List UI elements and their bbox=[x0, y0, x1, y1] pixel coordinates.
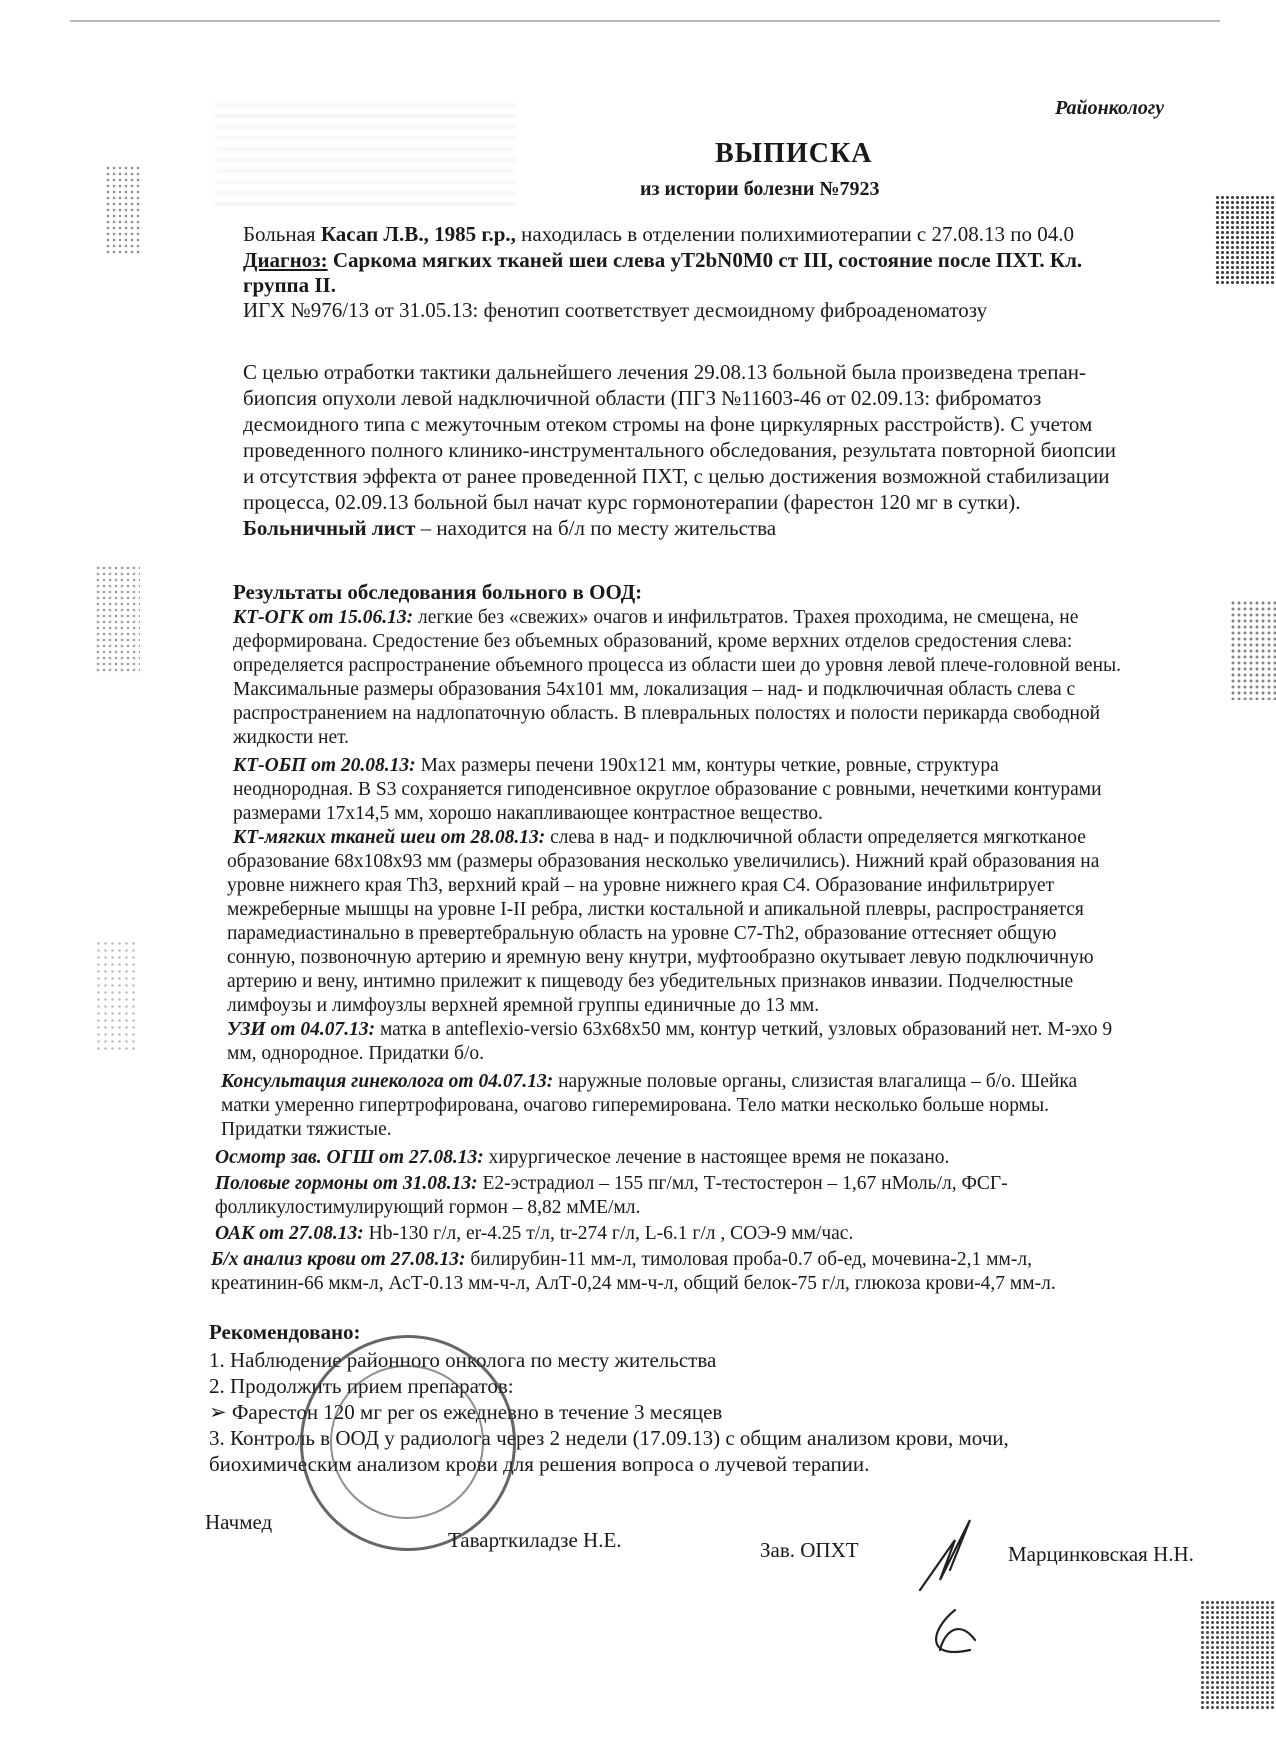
result-first-line bbox=[215, 1172, 1008, 1196]
result-line: неоднородная. В S3 сохраняется гиподенсивное округлое образование с ровными, нечеткими контурами bbox=[233, 779, 1102, 800]
recommendation-item: 2. Продолжить прием препаратов: bbox=[209, 1374, 514, 1398]
result-label: Б/х анализ крови от 27.08.13: bbox=[211, 1249, 466, 1270]
result-first-line bbox=[211, 1248, 1032, 1272]
recommendation-item: ➢ Фарестон 120 мг per os ежедневно в течение 3 месяцев bbox=[209, 1400, 723, 1424]
scan-dots-left bbox=[105, 165, 143, 255]
result-line: деформирована. Средостение без объемных образований, кроме верхних отделов средостения слева: bbox=[233, 631, 1073, 652]
result-label: КТ-мягких тканей шеи от 28.08.13: bbox=[233, 827, 546, 848]
result-line: артерию и вену, интимно прилежит к пищеводу без убедительных признаков инвазии. Подчелюстные bbox=[227, 971, 1074, 992]
result-line: жидкости нет. bbox=[233, 727, 350, 748]
diagnosis-text: Саркома мягких тканей шеи слева уТ2bN0M0 ст III, состояние после ПХТ. Кл. bbox=[332, 248, 1083, 272]
course-line: процесса, 02.09.13 больной был начат курс гормонотерапии (фарестон 120 мг в сутки). bbox=[243, 490, 1021, 514]
chief-name: Таварткиладзе Н.Е. bbox=[448, 1528, 622, 1552]
document-title: ВЫПИСКА bbox=[715, 138, 873, 169]
sick-leave-text: – находится на б/л по месту жительства bbox=[420, 516, 777, 540]
result-label: Консультация гинеколога от 04.07.13: bbox=[221, 1071, 554, 1092]
result-label: УЗИ от 04.07.13: bbox=[227, 1019, 376, 1040]
result-line: фолликулостимулирующий гормон – 8,82 мМЕ/мл. bbox=[215, 1197, 641, 1218]
course-line: и отсутствия эффекта от ранее проведенной ПХТ, с целью достижения возможной стабилизации bbox=[243, 464, 1110, 488]
result-label: Осмотр зав. ОГШ от 27.08.13: bbox=[215, 1147, 484, 1168]
result-first-line bbox=[215, 1222, 853, 1246]
scan-dots-right-3 bbox=[1200, 1600, 1276, 1710]
recommended-header: Рекомендовано: bbox=[209, 1320, 361, 1344]
result-line: сонную, позвоночную артерию и яремную вену кнутри, муфтообразно окутывает левую подключичную bbox=[227, 947, 1094, 968]
result-first-line bbox=[233, 754, 999, 778]
chief-label: Начмед bbox=[205, 1510, 273, 1534]
sick-leave-label: Больничный лист bbox=[243, 516, 416, 540]
result-text: Hb-130 г/л, er-4.25 т/л, tr-274 г/л, L-6.1 г/л , СОЭ-9 мм/час. bbox=[368, 1223, 854, 1244]
result-line: Максимальные размеры образования 54x101 мм, локализация – над- и подключичная область слева с bbox=[233, 679, 1076, 700]
course-line: десмоидного типа с межуточным отеком стромы на фоне циркулярных расстройств). С учетом bbox=[243, 412, 1093, 436]
scan-dots-right-2 bbox=[1230, 600, 1276, 700]
document-subtitle: из истории болезни №7923 bbox=[640, 178, 880, 200]
results-header: Результаты обследования больного в ООД: bbox=[233, 580, 643, 604]
result-line: парамедиастинально в превертебральную область на уровне С7-Th2, образование оттесняет общую bbox=[227, 923, 1057, 944]
course-line: С целью отработки тактики дальнейшего лечения 29.08.13 больной была произведена трепан- bbox=[243, 360, 1087, 384]
diagnosis-label: Диагноз: bbox=[243, 248, 328, 272]
result-text: билирубин-11 мм-л, тимоловая проба-0.7 об-ед, мочевина-2,1 мм-л, bbox=[470, 1249, 1032, 1270]
result-text: хирургическое лечение в настоящее время не показано. bbox=[488, 1147, 950, 1168]
result-line: размерами 17x14,5 мм, хорошо накапливающее контрастное вещество. bbox=[233, 803, 823, 824]
result-line: межреберные мышцы на уровне I-II ребра, листки костальной и апикальной плевры, распространяется bbox=[227, 899, 1084, 920]
head-name: Марцинковская Н.Н. bbox=[1008, 1542, 1194, 1566]
recommendation-item: биохимическим анализом крови для решения вопроса о лучевой терапии. bbox=[209, 1452, 870, 1476]
result-first-line bbox=[215, 1146, 949, 1170]
result-line: лимфоузы и лимфоузлы верхней яремной группы единичные до 13 мм. bbox=[227, 995, 820, 1016]
igh-line: ИГХ №976/13 от 31.05.13: фенотип соответствует десмоидному фиброаденоматозу bbox=[243, 298, 988, 322]
result-line: матки умеренно гипертрофирована, очагово гиперемирована. Тело матки несколько больше нормы. bbox=[221, 1095, 1049, 1116]
result-text: Е2-эстрадиол – 155 пг/мл, Т-тестостерон – 1,67 нМоль/л, ФСГ- bbox=[482, 1173, 1008, 1194]
patient-prefix: Больная bbox=[243, 222, 316, 246]
result-line: определяется распространение объемного процесса из области шеи до уровня левой плече-головной вены. bbox=[233, 655, 1121, 676]
result-label: ОАК от 27.08.13: bbox=[215, 1223, 364, 1244]
result-label: КТ-ОБП от 20.08.13: bbox=[233, 755, 416, 776]
course-line: биопсия опухоли левой надключичной области (ПГЗ №11603-46 от 02.09.13: фиброматоз bbox=[243, 386, 1042, 410]
result-line: распространением на надлопаточную область. В плевральных полостях и полости перикарда свободной bbox=[233, 703, 1101, 724]
result-first-line bbox=[221, 1070, 1077, 1094]
result-line: образование 68x108x93 мм (размеры образования несколько увеличились). Нижний край образования на bbox=[227, 851, 1100, 872]
result-label: Половые гормоны от 31.08.13: bbox=[215, 1173, 478, 1194]
result-text: легкие без «свежих» очагов и инфильтратов. Трахея проходима, не смещена, не bbox=[418, 607, 1079, 628]
result-text: наружные половые органы, слизистая влагалища – б/о. Шейка bbox=[558, 1071, 1078, 1092]
result-first-line bbox=[233, 826, 1086, 850]
diagnosis-line-2: группа II. bbox=[243, 273, 336, 297]
result-line: мм, однородное. Придатки б/о. bbox=[227, 1043, 485, 1064]
addressee: Районкологу bbox=[1055, 97, 1165, 119]
course-line: проведенного полного клинико-инструментального обследования, результата повторной биопсии bbox=[243, 438, 1117, 462]
recommendation-item: 3. Контроль в ООД у радиолога через 2 недели (17.09.13) с общим анализом крови, мочи, bbox=[209, 1426, 1009, 1450]
diagnosis-line bbox=[243, 248, 1082, 272]
result-text: матка в anteflexio-versio 63x68x50 мм, контур четкий, узловых образований нет. М-эхо 9 bbox=[379, 1019, 1113, 1040]
top-border-line bbox=[70, 20, 1220, 22]
result-label: КТ-ОГК от 15.06.13: bbox=[233, 607, 414, 628]
result-line: Придатки тяжистые. bbox=[221, 1119, 392, 1140]
handwritten-signature bbox=[900, 1500, 1020, 1670]
patient-stay: находилась в отделении полихимиотерапии с 27.08.13 по 04.0 bbox=[521, 222, 1074, 246]
result-first-line bbox=[227, 1018, 1112, 1042]
scan-dots-left-2 bbox=[95, 565, 140, 675]
result-text: слева в над- и подключичной области определяется мягкотканое bbox=[550, 827, 1086, 848]
patient-line bbox=[243, 222, 1074, 246]
patient-name: Касап Л.В., 1985 г.р., bbox=[320, 222, 516, 246]
head-label: Зав. ОПХТ bbox=[760, 1538, 859, 1562]
recommendation-item: 1. Наблюдение районного онколога по месту жительства bbox=[209, 1348, 717, 1372]
result-line: креатинин-66 мкм-л, АсТ-0.13 мм-ч-л, АлТ-0,24 мм-ч-л, общий белок-75 г/л, глюкоза крови-4,7 мм-л. bbox=[211, 1273, 1056, 1294]
sick-leave-line bbox=[243, 516, 776, 540]
scan-dots-left-3 bbox=[95, 940, 135, 1050]
result-text: Max размеры печени 190x121 мм, контуры четкие, ровные, структура bbox=[420, 755, 999, 776]
blurred-corner-stamp bbox=[215, 95, 515, 205]
result-first-line bbox=[233, 606, 1078, 630]
scan-dots-right bbox=[1215, 195, 1276, 285]
round-stamp-inner-ring bbox=[330, 1365, 484, 1519]
result-line: уровне нижнего края Th3, верхний край – на уровне нижнего края С4. Образование инфильтрирует bbox=[227, 875, 1054, 896]
